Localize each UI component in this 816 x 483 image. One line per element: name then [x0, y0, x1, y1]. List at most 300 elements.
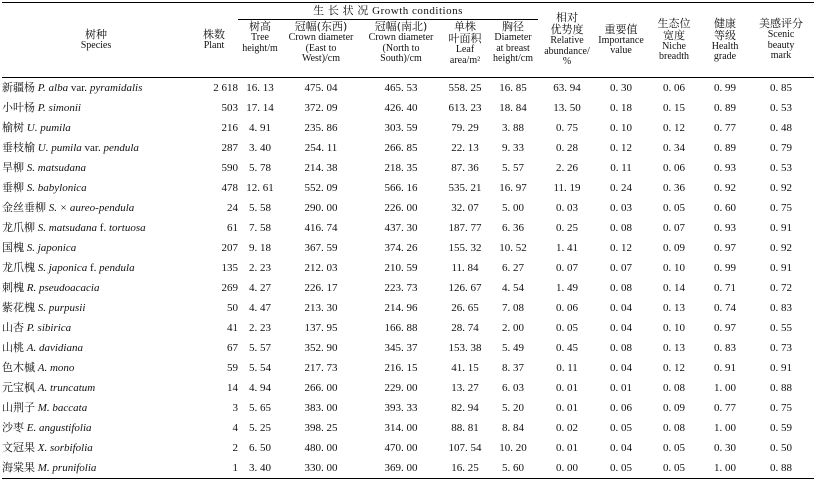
species-name-rank: f. — [99, 222, 107, 234]
species-cell — [2, 378, 190, 398]
health-grade-cell: 0. 60 — [714, 201, 737, 214]
dbh-cell: 8. 84 — [502, 421, 524, 434]
beauty-mark-cell: 0. 92 — [770, 241, 793, 254]
leaf-area-cell: 613. 23 — [448, 101, 482, 114]
crown-ew-cell: 330. 00 — [282, 458, 360, 479]
tree-height-cell: 7. 58 — [249, 221, 271, 234]
species-name-infra: pendula — [103, 142, 139, 154]
species-cell — [2, 118, 190, 138]
crown-ns-cell: 303. 59 — [384, 121, 418, 134]
beauty-header-en3: mark — [770, 50, 792, 62]
plant-count-cell: 14 — [227, 381, 238, 394]
species-cell — [2, 178, 190, 198]
species-name-sci: X. sorbifolia — [37, 442, 93, 454]
abundance-header-en1: Relative — [550, 35, 584, 47]
importance-value-cell: 0. 12 — [610, 241, 633, 254]
table-row — [2, 98, 814, 118]
health-grade-cell: 0. 83 — [714, 341, 737, 354]
niche-breadth-cell: 0. 14 — [663, 281, 686, 294]
species-name-sci: M. prunifolia — [37, 462, 97, 474]
plant-count-cell: 50 — [227, 301, 238, 314]
relative-abundance-cell: 0. 25 — [556, 221, 579, 234]
niche-breadth-cell: 0. 12 — [663, 121, 686, 134]
leaf-area-cell: 153. 38 — [448, 341, 482, 354]
beauty-header-en1: Scenic — [767, 29, 795, 41]
crown-ns-cell: 229. 00 — [384, 381, 418, 394]
health-grade-cell: 1. 00 — [702, 458, 748, 479]
plant-count-cell: 287 — [221, 141, 238, 154]
table-row — [2, 358, 814, 378]
dbh-cell: 2. 00 — [502, 321, 524, 334]
niche-breadth-cell: 0. 34 — [663, 141, 686, 154]
leaf-area-header-en1: Leaf — [455, 44, 475, 55]
species-name-zh: 文冠果 — [2, 441, 35, 454]
tree-height-cell: 5. 78 — [249, 161, 271, 174]
species-name-zh: 龙爪槐 — [2, 261, 35, 274]
plant-count-cell: 2 618 — [213, 81, 238, 94]
table-row — [2, 198, 814, 218]
niche-breadth-cell: 0. 10 — [663, 321, 686, 334]
importance-value-cell: 0. 08 — [610, 221, 633, 234]
abundance-header-en3: % — [562, 56, 572, 68]
crown-ns-cell: 566. 16 — [384, 181, 418, 194]
leaf-area-cell: 82. 94 — [451, 401, 479, 414]
crown-ns-header-zh: 冠幅(南北) — [374, 20, 428, 33]
beauty-mark-cell: 0. 92 — [770, 181, 793, 194]
leaf-area-header-zh: 单株 — [454, 20, 476, 33]
species-name-zh: 山桃 — [2, 341, 24, 354]
crown-ew-cell: 398. 25 — [304, 421, 338, 434]
niche-header-zh: 生态位 — [657, 16, 691, 30]
species-cell — [2, 418, 190, 438]
relative-abundance-cell: 0. 01 — [556, 401, 579, 414]
health-grade-cell: 0. 30 — [714, 441, 737, 454]
tree-height-cell: 2. 23 — [249, 261, 271, 274]
plant-header-en: Plant — [203, 39, 225, 51]
importance-value-cell: 0. 05 — [610, 421, 633, 434]
importance-value-cell: 0. 03 — [610, 201, 633, 214]
species-name-zh: 小叶杨 — [2, 101, 35, 114]
crown-ew-cell: 475. 04 — [304, 81, 338, 94]
niche-breadth-cell: 0. 13 — [663, 341, 686, 354]
importance-value-cell: 0. 12 — [610, 141, 633, 154]
niche-breadth-cell: 0. 36 — [663, 181, 686, 194]
niche-breadth-cell: 0. 08 — [663, 421, 686, 434]
health-header-zh: 健康 — [714, 16, 737, 30]
beauty-mark-cell: 0. 55 — [770, 321, 793, 334]
importance-value-cell: 0. 04 — [610, 321, 633, 334]
height-header-zh: 树高 — [249, 20, 271, 33]
height-header — [238, 20, 282, 78]
table-row — [2, 338, 814, 358]
crown-ew-cell: 383. 00 — [304, 401, 338, 414]
plant-count-cell: 2 — [232, 441, 238, 454]
crown-ns-header — [360, 20, 442, 78]
crown-ns-cell: 218. 35 — [384, 161, 418, 174]
importance-value-cell: 0. 10 — [610, 121, 633, 134]
plant-count-cell: 41 — [227, 321, 238, 334]
importance-value-cell: 0. 05 — [596, 458, 646, 479]
species-cell — [2, 438, 190, 458]
leaf-area-cell: 155. 32 — [448, 241, 482, 254]
species-name-zh: 紫花槐 — [2, 301, 35, 314]
tree-height-cell: 16. 13 — [246, 81, 274, 94]
tree-height-cell: 5. 57 — [249, 341, 271, 354]
importance-value-cell: 0. 04 — [610, 361, 633, 374]
niche-breadth-cell: 0. 12 — [663, 361, 686, 374]
dbh-cell: 5. 60 — [488, 458, 538, 479]
dbh-cell: 7. 08 — [502, 301, 524, 314]
species-cell — [2, 458, 190, 479]
dbh-cell: 6. 27 — [502, 261, 524, 274]
species-name-sci: A. davidiana — [26, 342, 83, 354]
plant-count-cell: 216 — [221, 121, 238, 134]
beauty-mark-cell: 0. 91 — [770, 361, 793, 374]
species-name-infra: pyramidalis — [89, 82, 143, 94]
tree-height-cell: 12. 61 — [246, 181, 274, 194]
beauty-mark-cell: 0. 91 — [770, 221, 793, 234]
dbh-cell: 5. 20 — [502, 401, 524, 414]
importance-value-cell: 0. 24 — [610, 181, 633, 194]
leaf-area-cell: 13. 27 — [451, 381, 479, 394]
relative-abundance-cell: 13. 50 — [553, 101, 581, 114]
dbh-header-en2: at breast — [496, 42, 530, 54]
species-name-sci: P. alba — [37, 82, 69, 94]
dbh-cell: 5. 49 — [502, 341, 524, 354]
beauty-header — [748, 3, 814, 78]
leaf-area-header-en2: area/m² — [449, 54, 481, 66]
health-header-en2: grade — [713, 51, 737, 62]
beauty-header-zh: 美感评分 — [759, 17, 804, 31]
plant-count-cell: 269 — [221, 281, 238, 294]
crown-ew-cell: 552. 09 — [304, 181, 338, 194]
crown-ew-header — [282, 20, 360, 78]
niche-breadth-cell: 0. 06 — [663, 81, 686, 94]
crown-ns-cell: 437. 30 — [384, 221, 418, 234]
crown-ns-header-en1: Crown diameter — [368, 32, 434, 43]
species-name-sci: U. pumila — [26, 122, 71, 134]
plant-count-cell: 135 — [221, 261, 238, 274]
species-name-zh: 榆树 — [2, 121, 24, 134]
crown-ew-cell: 480. 00 — [304, 441, 338, 454]
leaf-area-cell: 16. 25 — [442, 458, 488, 479]
tree-height-cell: 2. 23 — [249, 321, 271, 334]
niche-header-zh2: 宽度 — [663, 28, 686, 42]
leaf-area-cell: 88. 81 — [451, 421, 479, 434]
species-header-zh: 树种 — [85, 27, 107, 41]
species-name-zh: 垂枝榆 — [2, 141, 35, 154]
species-name-sci: S. japonica — [26, 242, 77, 254]
species-name-zh: 垂柳 — [2, 181, 24, 194]
beauty-mark-cell: 0. 88 — [770, 381, 793, 394]
species-name-sci: S. purpusii — [37, 302, 86, 314]
species-name-zh: 沙枣 — [2, 421, 24, 434]
species-name-zh: 金丝垂柳 — [2, 201, 46, 214]
table-row — [2, 298, 814, 318]
leaf-area-header — [442, 20, 488, 78]
relative-abundance-cell: 63. 94 — [553, 81, 581, 94]
relative-abundance-cell: 11. 19 — [553, 181, 581, 194]
species-cell — [2, 398, 190, 418]
species-name-rank: var. — [84, 142, 101, 154]
niche-breadth-cell: 0. 05 — [663, 201, 686, 214]
importance-value-cell: 0. 18 — [610, 101, 633, 114]
niche-breadth-cell: 0. 08 — [663, 381, 686, 394]
growth-conditions-header: 生 长 状 况 Growth conditions — [238, 3, 538, 20]
dbh-cell: 6. 36 — [502, 221, 524, 234]
crown-ew-cell: 226. 17 — [304, 281, 338, 294]
species-name-sci: S. matsudana — [26, 162, 87, 174]
species-cell — [2, 218, 190, 238]
table-row — [2, 418, 814, 438]
importance-value-cell: 0. 07 — [610, 261, 633, 274]
plant-count-cell: 478 — [221, 181, 238, 194]
beauty-header-en2: beauty — [767, 39, 795, 51]
crown-ew-cell: 254. 11 — [304, 141, 338, 154]
niche-breadth-cell: 0. 05 — [646, 458, 702, 479]
table-row — [2, 398, 814, 418]
crown-ew-header-en1: Crown diameter — [288, 32, 354, 43]
species-name-zh: 龙爪柳 — [2, 221, 35, 234]
crown-ns-cell: 369. 00 — [360, 458, 442, 479]
species-name-zh: 国槐 — [2, 241, 24, 254]
importance-value-cell: 0. 11 — [610, 161, 632, 174]
importance-value-cell: 0. 04 — [610, 301, 633, 314]
species-cell — [2, 358, 190, 378]
health-grade-cell: 0. 91 — [714, 361, 737, 374]
leaf-area-cell: 79. 29 — [451, 121, 479, 134]
crown-ns-cell: 393. 33 — [384, 401, 418, 414]
table-row — [2, 318, 814, 338]
relative-abundance-cell: 0. 05 — [556, 321, 579, 334]
crown-ew-cell: 212. 03 — [304, 261, 338, 274]
species-name-infra: pendula — [99, 262, 135, 274]
dbh-header-en1: Diameter — [494, 32, 532, 43]
table-row — [2, 138, 814, 158]
relative-abundance-cell: 0. 75 — [556, 121, 579, 134]
height-header-en2: height/m — [242, 42, 278, 54]
plant-count-cell: 503 — [221, 101, 238, 114]
species-cell — [2, 318, 190, 338]
table-row — [2, 438, 814, 458]
relative-abundance-cell: 0. 11 — [556, 361, 578, 374]
crown-ns-cell: 210. 59 — [384, 261, 418, 274]
beauty-mark-cell: 0. 75 — [770, 401, 793, 414]
crown-ns-cell: 374. 26 — [384, 241, 418, 254]
health-grade-cell: 0. 71 — [714, 281, 737, 294]
species-name-rank: var. — [70, 82, 88, 94]
crown-ns-cell: 216. 15 — [384, 361, 418, 374]
dbh-header-en3: height/cm — [493, 53, 533, 64]
species-cell — [2, 138, 190, 158]
leaf-area-cell: 126. 67 — [448, 281, 482, 294]
species-cell — [2, 98, 190, 118]
tree-height-cell: 17. 14 — [246, 101, 274, 114]
species-cell — [2, 78, 190, 99]
health-grade-cell: 0. 93 — [714, 221, 737, 234]
plant-count-cell: 590 — [221, 161, 238, 174]
table-row — [2, 458, 814, 479]
tree-height-cell: 4. 27 — [249, 281, 271, 294]
species-cell — [2, 238, 190, 258]
header-row-1 — [2, 3, 814, 20]
health-header — [702, 3, 748, 78]
species-name-sci: S. japonica — [37, 262, 88, 274]
crown-ew-cell: 137. 95 — [304, 321, 338, 334]
species-name-sci: U. pumila — [37, 142, 82, 154]
beauty-mark-cell: 0. 79 — [770, 141, 793, 154]
crown-ns-cell: 345. 37 — [384, 341, 418, 354]
species-cell — [2, 258, 190, 278]
species-name-zh: 山荆子 — [2, 401, 35, 414]
dbh-cell: 16. 97 — [499, 181, 527, 194]
niche-breadth-cell: 0. 06 — [663, 161, 686, 174]
health-grade-cell: 0. 93 — [714, 161, 737, 174]
species-cell — [2, 158, 190, 178]
dbh-cell: 10. 20 — [499, 441, 527, 454]
relative-abundance-cell: 1. 41 — [556, 241, 579, 254]
abundance-header-en2: abundance/ — [544, 45, 590, 57]
relative-abundance-cell: 0. 07 — [556, 261, 579, 274]
dbh-header — [488, 20, 538, 78]
beauty-mark-cell: 0. 75 — [770, 201, 793, 214]
crown-ew-header-zh: 冠幅(东西) — [294, 20, 348, 33]
table-row — [2, 178, 814, 198]
niche-breadth-cell: 0. 09 — [663, 401, 686, 414]
crown-ew-cell: 367. 59 — [304, 241, 338, 254]
species-name-zh: 新疆杨 — [2, 81, 35, 94]
relative-abundance-cell: 0. 28 — [556, 141, 579, 154]
species-name-sci: S. babylonica — [26, 182, 87, 194]
leaf-area-cell: 535. 21 — [448, 181, 482, 194]
species-name-sci: R. pseudoacacia — [26, 282, 100, 294]
crown-ns-cell: 266. 85 — [384, 141, 418, 154]
species-name-rank: f. — [90, 262, 97, 274]
beauty-mark-cell: 0. 83 — [770, 301, 793, 314]
leaf-area-cell: 558. 25 — [448, 81, 482, 94]
relative-abundance-cell: 0. 01 — [556, 381, 579, 394]
table-row — [2, 258, 814, 278]
abundance-header-zh: 相对 — [556, 11, 579, 25]
importance-value-cell: 0. 01 — [610, 381, 633, 394]
table-row — [2, 238, 814, 258]
leaf-area-cell: 41. 15 — [451, 361, 479, 374]
crown-ns-cell: 426. 40 — [384, 101, 418, 114]
species-cell — [2, 338, 190, 358]
tree-height-cell: 5. 25 — [249, 421, 271, 434]
table-row — [2, 118, 814, 138]
health-grade-cell: 0. 74 — [714, 301, 737, 314]
dbh-cell: 4. 54 — [502, 281, 524, 294]
relative-abundance-cell: 2. 26 — [556, 161, 579, 174]
dbh-cell: 5. 00 — [502, 201, 524, 214]
leaf-area-cell: 187. 77 — [448, 221, 482, 234]
tree-height-cell: 4. 47 — [249, 301, 271, 314]
table-row — [2, 158, 814, 178]
health-grade-cell: 0. 77 — [714, 401, 737, 414]
species-cell — [2, 278, 190, 298]
health-header-zh2: 等级 — [714, 28, 737, 42]
crown-ew-header-en3: West)/cm — [301, 53, 341, 64]
species-name-sci: E. angustifolia — [26, 422, 92, 434]
crown-ew-cell: 290. 00 — [304, 201, 338, 214]
importance-value-cell: 0. 06 — [610, 401, 633, 414]
species-name-zh: 海棠果 — [2, 461, 35, 474]
niche-breadth-cell: 0. 10 — [663, 261, 686, 274]
species-name-zh: 元宝枫 — [2, 381, 35, 394]
crown-ns-cell: 465. 53 — [384, 81, 418, 94]
table-row — [2, 378, 814, 398]
beauty-mark-cell: 0. 73 — [770, 341, 793, 354]
tree-height-cell: 6. 50 — [249, 441, 271, 454]
niche-breadth-cell: 0. 13 — [663, 301, 686, 314]
abundance-header-zh2: 优势度 — [550, 23, 584, 37]
health-grade-cell: 0. 97 — [714, 241, 737, 254]
species-header — [2, 3, 190, 78]
species-name-sci: A. truncatum — [37, 382, 96, 394]
crown-ns-header-en3: South)/cm — [380, 53, 422, 64]
table-row — [2, 218, 814, 238]
tree-height-cell: 4. 94 — [249, 381, 271, 394]
health-grade-cell: 0. 97 — [714, 321, 737, 334]
dbh-cell: 5. 57 — [502, 161, 524, 174]
dbh-cell: 16. 85 — [499, 81, 527, 94]
tree-height-cell: 9. 18 — [249, 241, 271, 254]
dbh-header-zh: 胸径 — [502, 20, 524, 33]
importance-header — [596, 3, 646, 78]
species-name-sci: A. mono — [37, 362, 75, 374]
dbh-cell: 9. 33 — [502, 141, 524, 154]
height-header-en1: Tree — [251, 32, 269, 43]
niche-breadth-cell: 0. 09 — [663, 241, 686, 254]
relative-abundance-cell: 0. 00 — [538, 458, 596, 479]
beauty-mark-cell: 0. 72 — [770, 281, 793, 294]
beauty-mark-cell: 0. 53 — [770, 161, 793, 174]
crown-ns-cell: 470. 00 — [384, 441, 418, 454]
leaf-area-cell: 11. 84 — [451, 261, 479, 274]
plant-count-cell: 24 — [227, 201, 238, 214]
relative-abundance-cell: 0. 03 — [556, 201, 579, 214]
table-body — [2, 78, 814, 479]
leaf-area-cell: 26. 65 — [451, 301, 479, 314]
beauty-mark-cell: 0. 91 — [770, 261, 793, 274]
species-name-sci: S. matsudana — [37, 222, 98, 234]
niche-breadth-cell: 0. 15 — [663, 101, 686, 114]
species-name-zh: 色木槭 — [2, 361, 35, 374]
species-cell — [2, 198, 190, 218]
leaf-area-cell: 32. 07 — [451, 201, 479, 214]
plant-count-cell: 3 — [232, 401, 238, 414]
plant-count-cell: 59 — [227, 361, 238, 374]
leaf-area-cell: 22. 13 — [451, 141, 479, 154]
plant-count-cell: 61 — [227, 221, 238, 234]
tree-height-cell: 5. 54 — [249, 361, 271, 374]
relative-abundance-cell: 0. 06 — [556, 301, 579, 314]
crown-ns-cell: 314. 00 — [384, 421, 418, 434]
health-grade-cell: 0. 77 — [714, 121, 737, 134]
plant-count-cell: 4 — [232, 421, 238, 434]
plant-count-cell: 207 — [221, 241, 238, 254]
dbh-cell: 18. 84 — [499, 101, 527, 114]
crown-ew-cell: 416. 74 — [304, 221, 338, 234]
species-name-infra: tortuosa — [108, 222, 146, 234]
tree-height-cell: 3. 40 — [249, 141, 271, 154]
plant-count-cell: 67 — [227, 341, 238, 354]
importance-header-zh: 重要值 — [604, 22, 638, 36]
plant-header-zh: 株数 — [203, 27, 225, 41]
crown-ns-cell: 226. 00 — [384, 201, 418, 214]
crown-ew-cell: 217. 73 — [304, 361, 338, 374]
